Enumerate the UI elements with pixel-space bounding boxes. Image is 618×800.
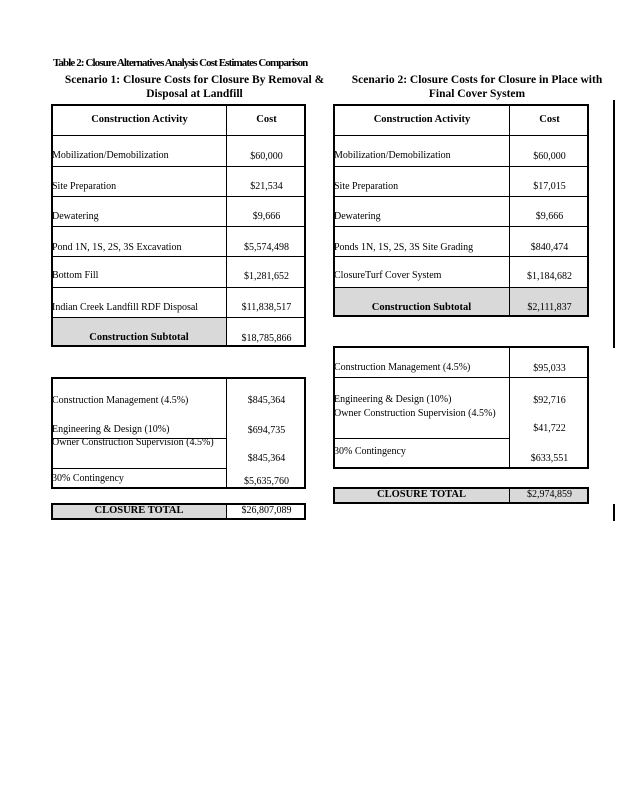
- scenario2-heading-line1: Scenario 2: Closure Costs for Closure in Place with: [351, 74, 603, 86]
- scenario2-subtotal-label: Construction Subtotal: [371, 302, 472, 313]
- scenario2-heading-line2: Final Cover System: [428, 88, 526, 100]
- table-cell-activity: Site Preparation: [334, 181, 399, 192]
- table-cell-activity: Site Preparation: [52, 181, 117, 192]
- table-cell-cost: $633,551: [530, 453, 569, 464]
- table-cell-activity: Construction Management (4.5%): [52, 395, 189, 406]
- table-cell-activity: Bottom Fill: [52, 270, 99, 281]
- table-cell-cost: $21,534: [250, 181, 283, 192]
- scenario1-heading-line2: Disposal at Landfill: [146, 88, 243, 100]
- table-cell-cost: $60,000: [533, 151, 566, 162]
- table-cell-cost: $95,033: [533, 363, 566, 374]
- table-cell-cost: $840,474: [530, 242, 569, 253]
- scenario1-heading-line1: Scenario 1: Closure Costs for Closure By Removal &: [64, 74, 325, 86]
- table-cell-cost: $694,735: [247, 425, 286, 436]
- table-cell-activity: Pond 1N, 1S, 2S, 3S Excavation: [52, 242, 182, 253]
- table-cell-activity: Ponds 1N, 1S, 2S, 3S Site Grading: [334, 242, 474, 253]
- table-cell-activity: 30% Contingency: [52, 473, 124, 484]
- table-cell-activity: 30% Contingency: [334, 446, 406, 457]
- page-edge-line: [613, 100, 615, 348]
- scenario2-heading: [341, 73, 613, 101]
- scenario2-subtotal-cost: $2,111,837: [527, 302, 572, 313]
- table-cell-activity: Owner Construction Supervision (4.5%): [52, 437, 214, 448]
- table-cell-cost: $41,722: [533, 423, 566, 434]
- scenario1-col-activity: Construction Activity: [91, 114, 188, 125]
- scenario2-total-label: CLOSURE TOTAL: [377, 489, 466, 500]
- table-cell-cost: $1,281,652: [244, 271, 289, 282]
- table-cell-activity: Dewatering: [334, 211, 381, 222]
- page-edge-line: [613, 504, 615, 521]
- table-cell-cost: $17,015: [533, 181, 566, 192]
- scenario1-subtotal-label: Construction Subtotal: [89, 332, 189, 343]
- table-cell-cost: $60,000: [250, 151, 283, 162]
- table-cell-activity: Mobilization/Demobilization: [52, 150, 169, 161]
- scenario1-col-cost: Cost: [256, 114, 277, 125]
- table-cell-activity: Indian Creek Landfill RDF Disposal: [52, 302, 199, 313]
- table-cell-cost: $5,635,760: [244, 476, 289, 487]
- table-cell-cost: $9,666: [535, 211, 564, 222]
- table-cell-activity: Owner Construction Supervision (4.5%): [334, 408, 496, 419]
- table-cell-activity: ClosureTurf Cover System: [334, 270, 442, 281]
- table-cell-cost: $845,364: [247, 395, 286, 406]
- scenario2-col-cost: Cost: [539, 114, 560, 125]
- table-cell-cost: $845,364: [247, 453, 286, 464]
- scenario1-subtotal-cost: $18,785,866: [241, 333, 292, 344]
- table-cell-activity: Construction Management (4.5%): [334, 362, 471, 373]
- table-cell-activity: Mobilization/Demobilization: [334, 150, 451, 161]
- scenario1-total-cost: $26,807,089: [241, 505, 292, 516]
- table-cell-activity: Engineering & Design (10%): [52, 424, 170, 435]
- table-cell-cost: $1,184,682: [527, 271, 572, 282]
- table-cell-activity: Engineering & Design (10%): [334, 394, 452, 405]
- table-cell-cost: $11,838,517: [241, 302, 292, 313]
- table-cell-cost: $9,666: [252, 211, 281, 222]
- table-cell-activity: Dewatering: [52, 211, 99, 222]
- table-cell-cost: $5,574,498: [244, 242, 289, 253]
- scenario1-heading: [52, 73, 337, 101]
- scenario2-col-activity: Construction Activity: [373, 114, 471, 125]
- scenario1-total-label: CLOSURE TOTAL: [94, 505, 184, 516]
- scenario2-total-cost: $2,974,859: [527, 489, 572, 500]
- table-cell-cost: $92,716: [533, 395, 566, 406]
- document-title: Table 2: Closure Alternatives Analysis Cost Estimates Comparison: [53, 57, 308, 69]
